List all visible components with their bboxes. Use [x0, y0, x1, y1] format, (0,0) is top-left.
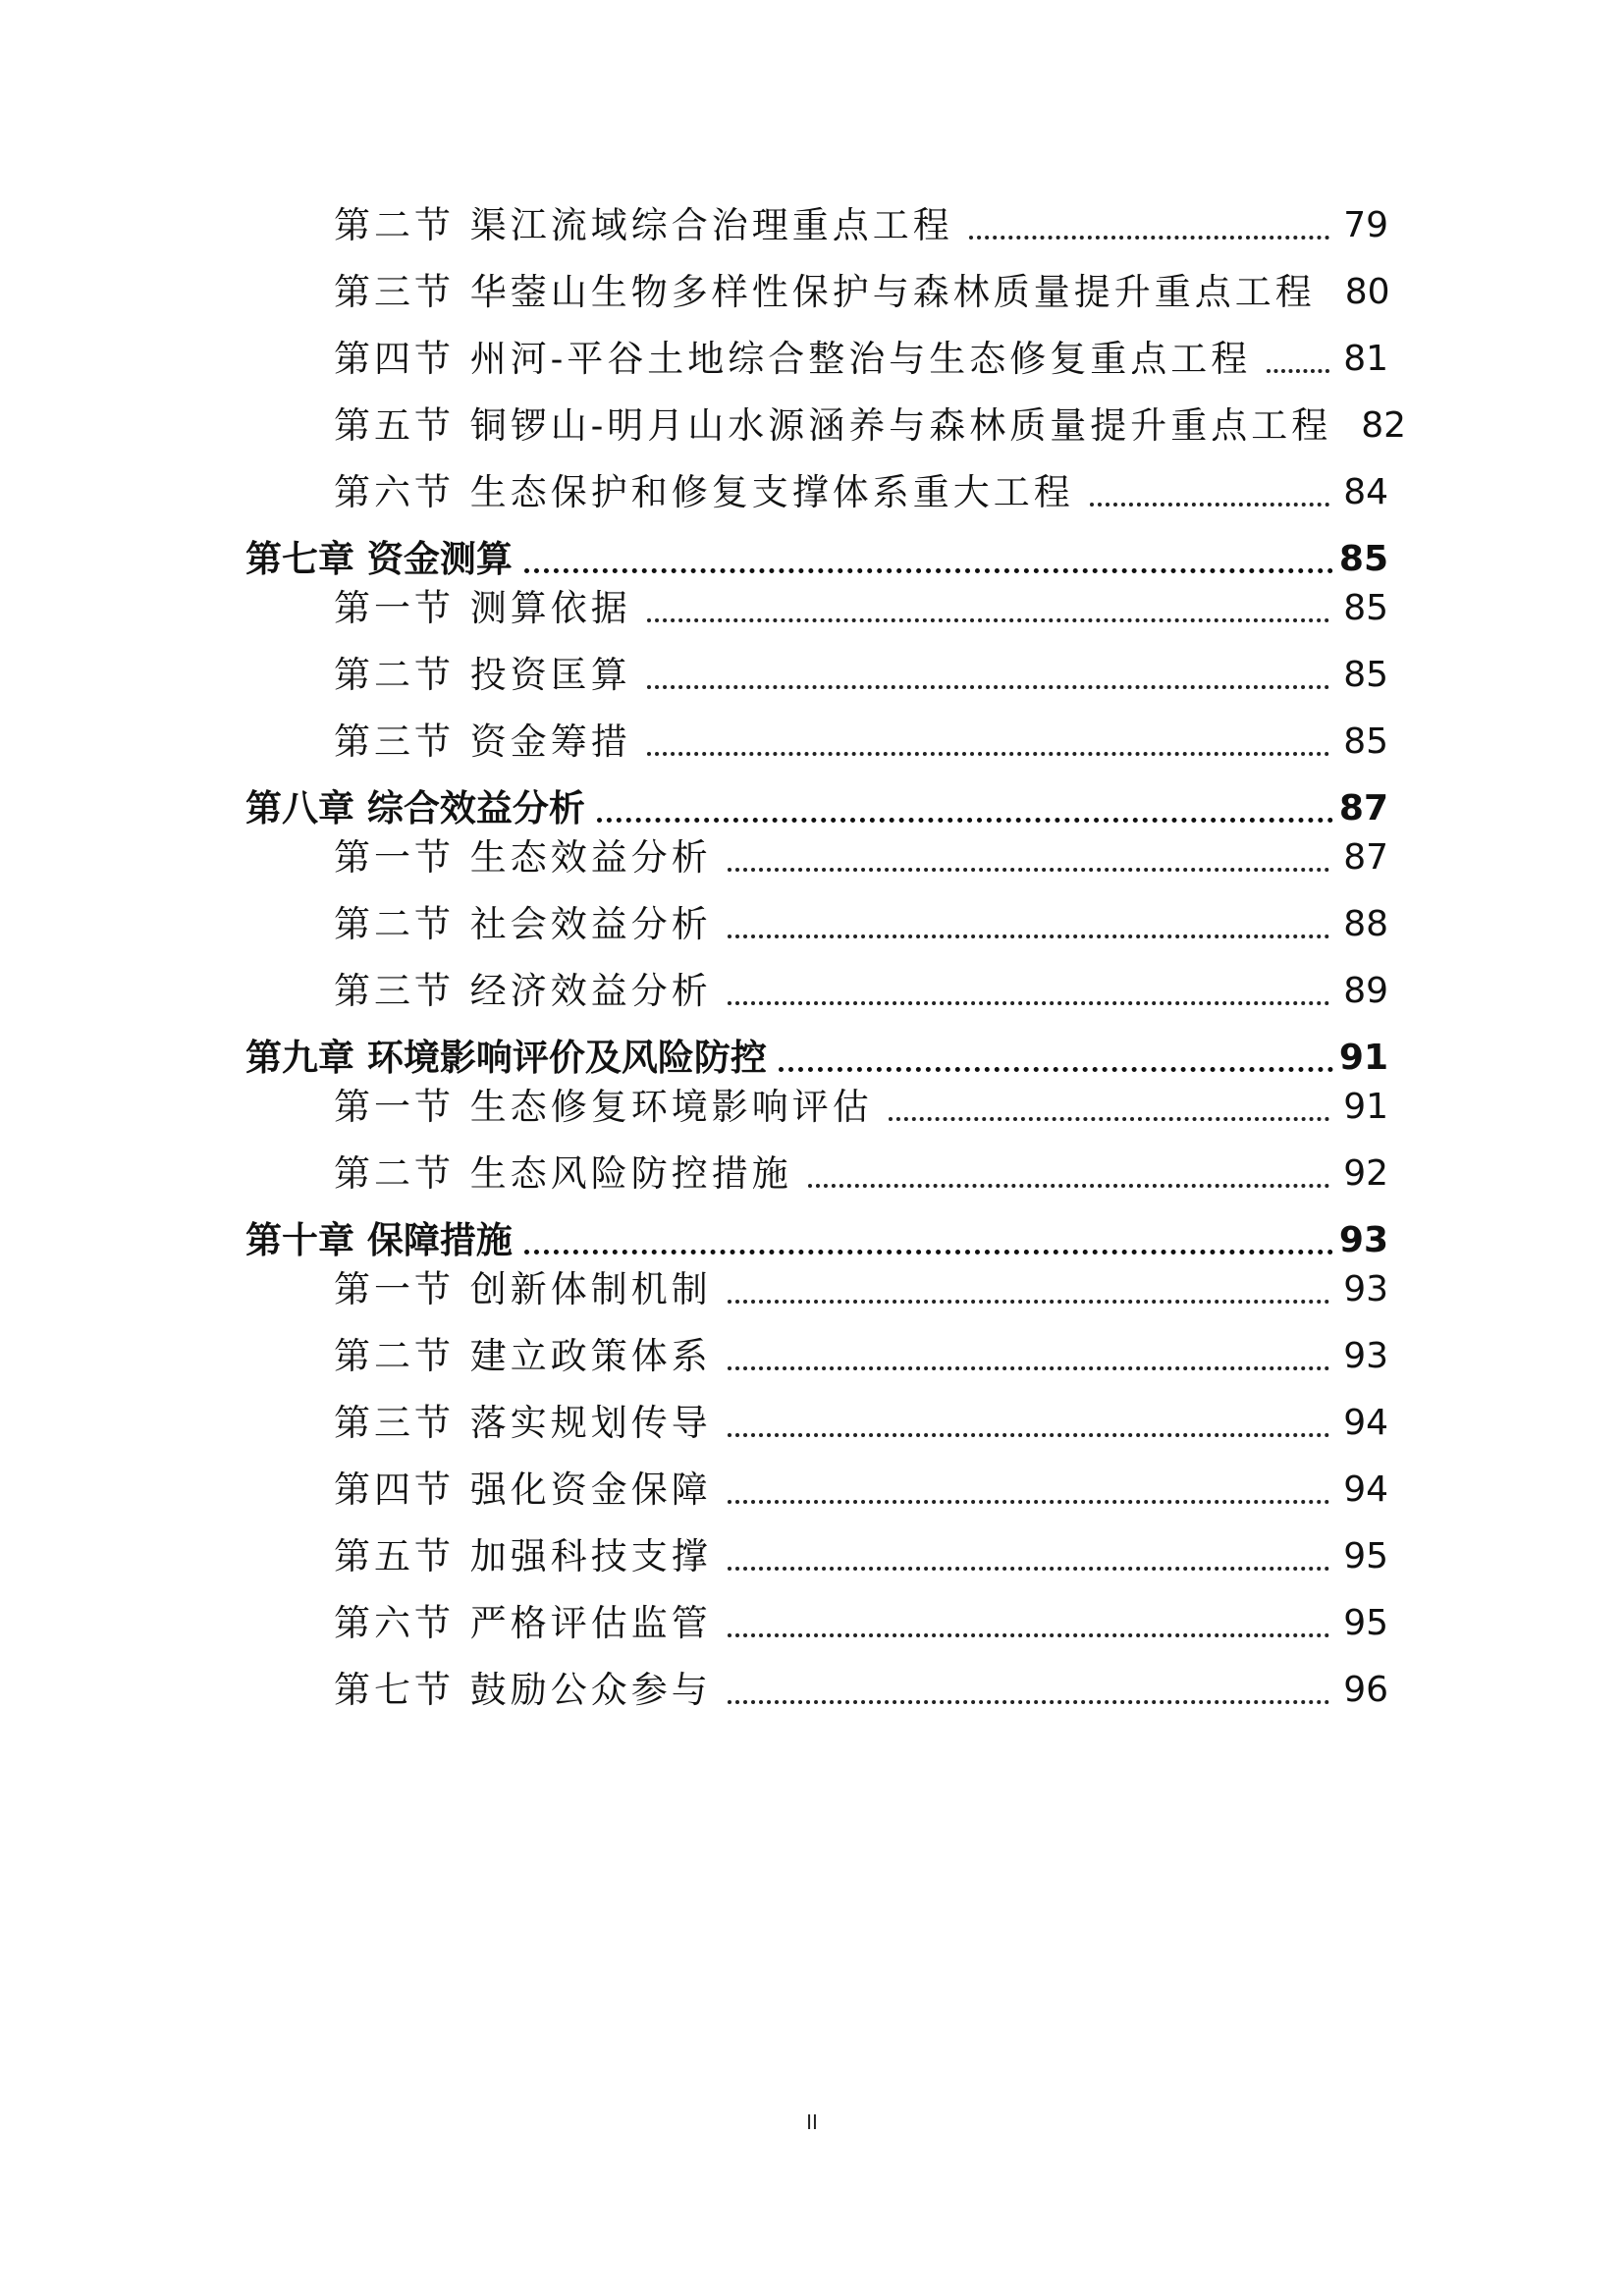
toc-entry-title: 第二节 建立政策体系: [334, 1335, 712, 1377]
toc-entry-page: 85: [1343, 655, 1388, 695]
toc-chapter-entry[interactable]: [245, 1031, 1388, 1086]
toc-dot-leader: [728, 934, 1329, 938]
toc-entry[interactable]: [334, 897, 1388, 952]
toc-entry-page: 94: [1343, 1469, 1388, 1510]
toc-entry-title: 第一节 生态效益分析: [334, 836, 712, 879]
toc-entry-title: 第一节 创新体制机制: [334, 1268, 712, 1310]
toc-chapter-entry[interactable]: [245, 532, 1388, 587]
toc-chapter-title: 第七章 资金测算: [245, 538, 513, 580]
toc-dot-leader: [524, 1250, 1333, 1255]
toc-entry[interactable]: [334, 830, 1388, 885]
toc-dot-leader: [808, 1184, 1329, 1188]
page-number: II: [806, 2110, 818, 2134]
toc-dot-leader: [728, 1001, 1329, 1005]
toc-dot-leader: [889, 1117, 1329, 1121]
toc-entry[interactable]: [334, 648, 1388, 703]
toc-entry-page: 94: [1343, 1403, 1388, 1443]
toc-chapter-title: 第九章 环境影响评价及风险防控: [245, 1037, 767, 1079]
toc-entry-title: 第五节 铜锣山-明月山水源涵养与森林质量提升重点工程: [334, 404, 1332, 447]
toc-dot-leader: [647, 685, 1329, 689]
toc-dot-leader: [1267, 369, 1329, 373]
toc-chapter-page: 91: [1338, 1038, 1388, 1078]
toc-entry-title: 第五节 加强科技支撑: [334, 1535, 712, 1577]
toc-chapter-page: 93: [1338, 1220, 1388, 1260]
toc-entry-page: 82: [1361, 405, 1407, 446]
toc-chapter-entry[interactable]: [245, 781, 1388, 836]
toc-entry-title: 第一节 生态修复环境影响评估: [334, 1086, 873, 1128]
toc-entry-page: 87: [1343, 837, 1388, 878]
toc-entry-title: 第六节 严格评估监管: [334, 1602, 712, 1644]
toc-entry-page: 96: [1343, 1670, 1388, 1710]
toc-entry[interactable]: [334, 265, 1388, 320]
toc-entry[interactable]: [334, 332, 1388, 387]
toc-entry-title: 第二节 渠江流域综合治理重点工程: [334, 204, 953, 246]
toc-entry-page: 81: [1343, 339, 1388, 379]
toc-dot-leader: [647, 618, 1329, 622]
toc-entry-title: 第三节 经济效益分析: [334, 970, 712, 1012]
toc-entry-page: 95: [1343, 1603, 1388, 1643]
toc-entry-title: 第一节 测算依据: [334, 587, 631, 629]
toc-entry-page: 93: [1343, 1336, 1388, 1376]
toc-dot-leader: [597, 818, 1333, 823]
toc-entry-title: 第六节 生态保护和修复支撑体系重大工程: [334, 471, 1074, 513]
toc-entry-page: 92: [1343, 1153, 1388, 1194]
toc-entry-title: 第三节 落实规划传导: [334, 1402, 712, 1444]
toc-dot-leader: [728, 1433, 1329, 1437]
toc-entry[interactable]: [334, 1396, 1388, 1451]
toc-dot-leader: [524, 568, 1333, 573]
toc-entry-title: 第七节 鼓励公众参与: [334, 1669, 712, 1711]
toc-entry[interactable]: [334, 964, 1388, 1019]
toc-chapter-title: 第八章 综合效益分析: [245, 787, 585, 829]
toc-entry[interactable]: [334, 1596, 1388, 1651]
toc-entry-page: 88: [1343, 904, 1388, 944]
toc-dot-leader: [728, 1500, 1329, 1504]
toc-chapter-entry[interactable]: [245, 1213, 1388, 1268]
toc-dot-leader: [969, 236, 1329, 240]
toc-entry-page: 80: [1344, 272, 1390, 312]
toc-entry-title: 第四节 州河-平谷土地综合整治与生态修复重点工程: [334, 338, 1252, 380]
toc-entry[interactable]: [334, 1529, 1388, 1584]
toc-dot-leader: [1090, 503, 1329, 507]
toc-chapter-page: 87: [1338, 788, 1388, 828]
toc-dot-leader: [728, 1300, 1329, 1304]
toc-entry[interactable]: [334, 1080, 1388, 1135]
toc-dot-leader: [647, 752, 1329, 756]
toc-dot-leader: [728, 868, 1329, 872]
toc-entry-title: 第二节 生态风险防控措施: [334, 1152, 792, 1195]
toc-entry-page: 85: [1343, 721, 1388, 762]
toc-entry-title: 第四节 强化资金保障: [334, 1468, 712, 1511]
toc-entry[interactable]: [334, 198, 1388, 253]
toc-dot-leader: [779, 1067, 1333, 1072]
toc-entry[interactable]: [334, 465, 1388, 520]
toc-chapter-page: 85: [1338, 539, 1388, 579]
toc-entry-page: 93: [1343, 1269, 1388, 1309]
toc-entry-page: 95: [1343, 1536, 1388, 1576]
toc-entry[interactable]: [334, 1663, 1388, 1718]
toc-dot-leader: [728, 1700, 1329, 1704]
toc-entry[interactable]: [334, 715, 1388, 770]
toc-entry[interactable]: [334, 1147, 1388, 1201]
toc-entry[interactable]: [334, 399, 1407, 454]
toc-entry-page: 85: [1343, 588, 1388, 628]
toc-entry-page: 84: [1343, 472, 1388, 512]
toc-dot-leader: [728, 1366, 1329, 1370]
toc-entry[interactable]: [334, 1262, 1388, 1317]
toc-dot-leader: [728, 1633, 1329, 1637]
toc-entry-page: 89: [1343, 971, 1388, 1011]
toc-entry-title: 第二节 投资匡算: [334, 654, 631, 696]
toc-entry-title: 第二节 社会效益分析: [334, 903, 712, 945]
toc-entry-page: 91: [1343, 1087, 1388, 1127]
toc-entry[interactable]: [334, 1463, 1388, 1518]
toc-entry-title: 第三节 资金筹措: [334, 721, 631, 763]
toc-chapter-title: 第十章 保障措施: [245, 1219, 513, 1261]
toc-entry[interactable]: [334, 1329, 1388, 1384]
toc-entry[interactable]: [334, 581, 1388, 636]
toc-dot-leader: [728, 1567, 1329, 1571]
toc-entry-title: 第三节 华蓥山生物多样性保护与森林质量提升重点工程: [334, 271, 1316, 313]
toc-entry-page: 79: [1343, 205, 1388, 245]
